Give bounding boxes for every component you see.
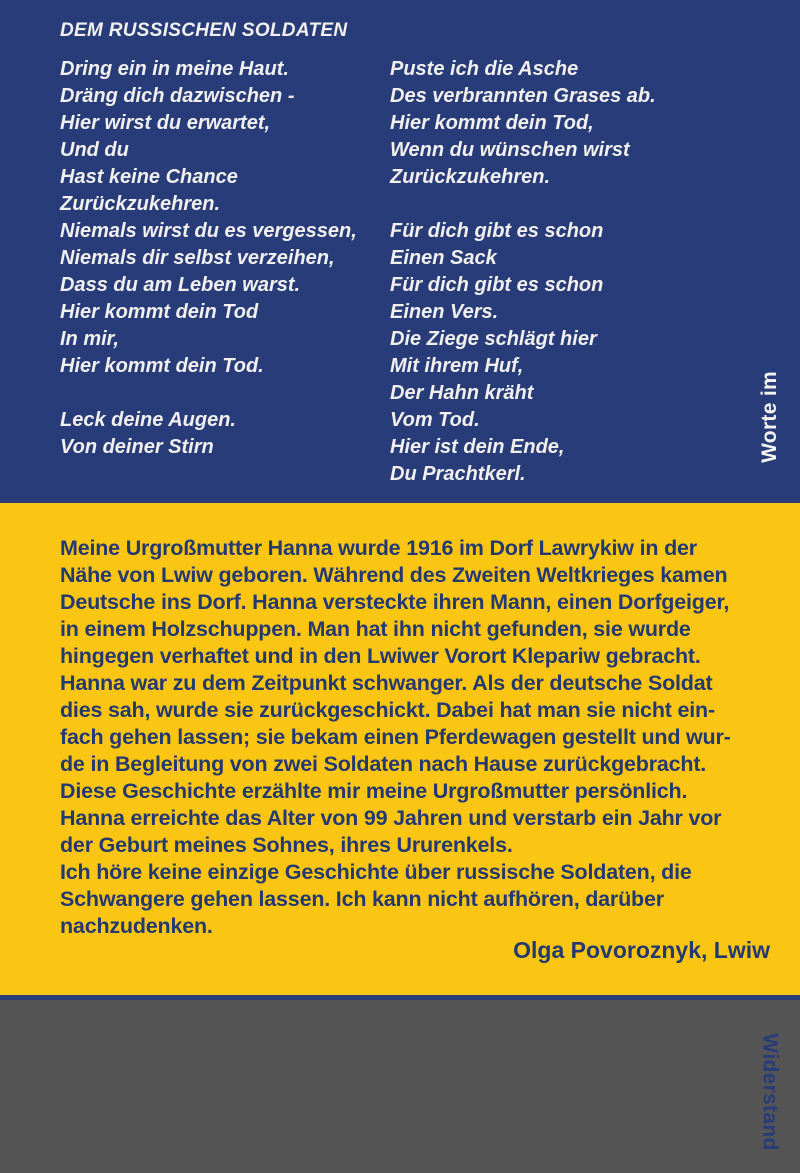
text-line: nachzudenken. [60, 914, 213, 938]
text-line: Wenn du wünschen wirst [390, 139, 630, 161]
text-line: Und du [60, 139, 129, 161]
text-line: Hier ist dein Ende, [390, 436, 565, 458]
text-line: Diese Geschichte erzählte mir meine Urgroßmutter persönlich. [60, 779, 688, 803]
spine-label-worte-im [746, 356, 794, 478]
spine-label-bottom-text: Widerstand [759, 1033, 783, 1151]
text-line: Für dich gibt es schon [390, 220, 604, 242]
text-line: Hier kommt dein Tod, [390, 112, 594, 134]
text-line: Hanna war zu dem Zeitpunkt schwanger. Als der deutsche Soldat [60, 671, 713, 695]
text-line: Die Ziege schlägt hier [390, 328, 597, 350]
text-line: Hier wirst du erwartet, [60, 112, 271, 134]
text-line: Vom Tod. [390, 409, 480, 431]
bottom-strip [0, 995, 800, 1000]
text-line: Des verbrannten Grases ab. [390, 85, 656, 107]
attribution: Olga Povoroznyk, Lwiw [513, 937, 770, 963]
text-line: Mit ihrem Huf, [390, 355, 524, 377]
spine-label-widerstand [746, 1011, 794, 1173]
text-line [390, 191, 656, 218]
text-line: Hanna erreichte das Alter von 99 Jahren und verstarb ein Jahr vor [60, 806, 722, 830]
text-line: hingegen verhaftet und in den Lwiwer Vorort Klepariw gebracht. [60, 644, 701, 668]
text-line: Ich höre keine einzige Geschichte über russische Soldaten, die [60, 860, 692, 884]
text-line [60, 380, 357, 407]
poem-column-right [390, 56, 656, 488]
text-line: in einem Holzschuppen. Man hat ihn nicht gefunden, sie wurde [60, 617, 691, 641]
text-line: Dring ein in meine Haut. [60, 58, 289, 80]
text-line: fach gehen lassen; sie bekam einen Pferdewagen gestellt und wur- [60, 725, 731, 749]
text-line: Schwangere gehen lassen. Ich kann nicht aufhören, darüber [60, 887, 664, 911]
text-line: Meine Urgroßmutter Hanna wurde 1916 im Dorf Lawrykiw in der [60, 536, 697, 560]
story-section [0, 503, 800, 1151]
text-line: Der Hahn kräht [390, 382, 534, 404]
text-line: Hast keine Chance [60, 166, 238, 188]
spine-label-top-text: Worte im [758, 371, 782, 463]
text-line: Niemals wirst du es vergessen, [60, 220, 357, 242]
text-line: Leck deine Augen. [60, 409, 236, 431]
text-line: Zurückzukehren. [390, 166, 551, 188]
poem-column-left [60, 56, 357, 461]
poem-title: DEM RUSSISCHEN SOLDATEN [60, 20, 348, 41]
text-line: de in Begleitung von zwei Soldaten nach Hause zurückgebracht. [60, 752, 707, 776]
text-line: Puste ich die Asche [390, 58, 579, 80]
text-line: Dass du am Leben warst. [60, 274, 301, 296]
story-text [60, 535, 731, 940]
text-line: Hier kommt dein Tod [60, 301, 259, 323]
text-line: Dräng dich dazwischen - [60, 85, 295, 107]
text-line: Für dich gibt es schon [390, 274, 604, 296]
text-line: Niemals dir selbst verzeihen, [60, 247, 335, 269]
text-line: Einen Vers. [390, 301, 499, 323]
text-line: der Geburt meines Sohnes, ihres Ururenkels. [60, 833, 513, 857]
text-line: Hier kommt dein Tod. [60, 355, 264, 377]
text-line: Einen Sack [390, 247, 497, 269]
poem-section [0, 0, 800, 503]
text-line: Zurückzukehren. [60, 193, 221, 215]
text-line: Von deiner Stirn [60, 436, 214, 458]
text-line: Nähe von Lwiw geboren. Während des Zweiten Weltkrieges kamen [60, 563, 728, 587]
text-line: dies sah, wurde sie zurückgeschickt. Dabei hat man sie nicht ein- [60, 698, 715, 722]
text-line: In mir, [60, 328, 119, 350]
text-line: Du Prachtkerl. [390, 463, 526, 485]
text-line: Deutsche ins Dorf. Hanna versteckte ihren Mann, einen Dorfgeiger, [60, 590, 730, 614]
